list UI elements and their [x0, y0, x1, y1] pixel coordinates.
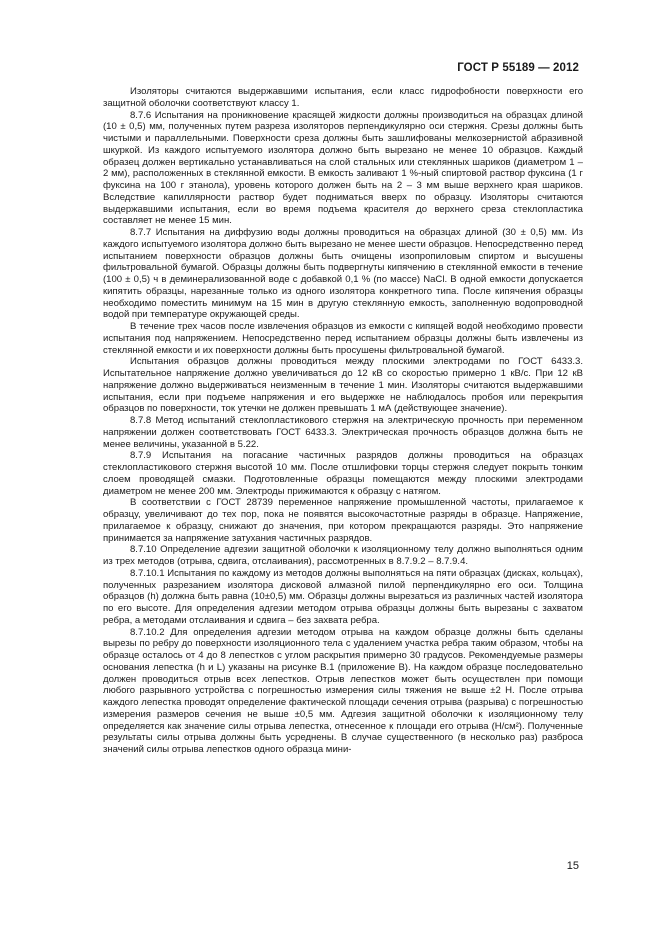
- paragraph-8-7-9: 8.7.9 Испытания на погасание частичных разрядов должны проводиться на образцах стеклопластикового стержня высотой 10 мм. После отшлифовки торцы стержня следует покрыть тонким слоем проводящей смазки. Подготовленные образцы помещаются между плоскими электродами диаметром не менее 200 мм. Электроды прижимаются к образцу с натягом.: [103, 450, 583, 497]
- paragraph-insulators-hydrophobicity: Изоляторы считаются выдержавшими испытания, если класс гидрофобности поверхности его защитной оболочки соответствуют классу 1.: [103, 86, 583, 109]
- document-body: [103, 86, 583, 756]
- paragraph-electrode-test: Испытания образцов должны проводиться между плоскими электродами по ГОСТ 6433.3. Испытательное напряжение должно увеличиваться до 12 кВ со скоростью примерно 1 кВ/с. При 12 кВ напряжение должно выдерживаться неизменным в течение 1 мин. Изоляторы считаются выдержавшими испытания, если при подъеме напряжения и его выдержке не наблюдалось пробоя или перекрытия образцов по поверхности, ток утечки не должен превышать 1 мА (действующее значение).: [103, 356, 583, 415]
- page-number: 15: [566, 860, 579, 872]
- paragraph-8-7-10: 8.7.10 Определение адгезии защитной оболочки к изоляционному телу должно выполняться одним из трех методов (отрыва, сдвига, отслаивания), рассмотренных в 8.7.9.2 – 8.7.9.4.: [103, 544, 583, 567]
- paragraph-8-7-7: 8.7.7 Испытания на диффузию воды должны проводиться на образцах длиной (30 ± 0,5) мм. Из каждого испытуемого изолятора должно быть вырезано не менее шести образцов. Непосредственно перед испытанием поверхности образцов должны быть очищены изопропиловым спиртом и высушены фильтровальной бумагой. Образцы должны быть подвергнуты кипячению в стеклянной емкости в течение (100 ± 0,5) ч в деминерализованной воде с добавкой 0,1 % (по массе) NaCl. В одной емкости допускается кипятить образцы, нарезанные только из одного изолятора конкретного типа. После кипячения образцы необходимо поместить минимум на 15 мин в другую стеклянную емкость, заполненную водопроводной водой при температуре окружающей среды.: [103, 227, 583, 321]
- paragraph-8-7-10-2: 8.7.10.2 Для определения адгезии методом отрыва на каждом образце должны быть сделаны вырезы по ребру до поверхности изоляционного тела с удалением участка ребра таким образом, чтобы на образце осталось от 4 до 8 лепестков с углом раскрытия примерно 30 градусов. Рекомендуемые размеры основания лепестка (h и L) указаны на рисунке В.1 (приложение В). На каждом образце последовательно должен проводиться отрыв всех лепестков. Отрыв лепестков может быть осуществлен при помощи любого разрывного устройства с погрешностью измерения силы тяжения не выше ±2 Н. После отрыва каждого лепестка проводят определение фактической площади сечения отрыва (разрыва) с погрешностью измерения размеров сечения не выше ±0,5 мм. Адгезия защитной оболочки к изоляционному телу определяется как значение силы отрыва лепестка, отнесенное к площади его отрыва (Н/см²). Полученные результаты силы отрыва должны быть усреднены. В случае существенного (в несколько раз) разброса значений силы отрыва лепестков одного образца мини-: [103, 626, 583, 755]
- paragraph-8-7-6: 8.7.6 Испытания на проникновение красящей жидкости должны производиться на образцах длиной (10 ± 0,5) мм, полученных путем разреза изоляторов перпендикулярно оси стержня. Срезы должны быть чистыми и параллельными. Поверхности среза должны быть зашлифованы мелкозернистой абразивной шкуркой. Из каждого испытуемого изолятора должно быть вырезано не менее 10 образцов. Каждый образец должен вертикально устанавливаться на слой стальных или стеклянных шариков (диаметром 1 – 2 мм), расположенных в стеклянной емкости. В емкость заливают 1 %-ный спиртовой раствор фуксина (1 г фуксина на 100 г этанола), уровень которого должен быть на 2 – 3 мм выше верхнего края шариков. Вследствие капиллярности раствор будет подниматься вверх по образцу. Изоляторы считаются выдержавшими испытания, если во время подъема красителя до верхнего среза стеклопластика составляет не менее 15 мин.: [103, 109, 583, 227]
- paragraph-voltage-test-timing: В течение трех часов после извлечения образцов из емкости с кипящей водой необходимо провести испытания под напряжением. Непосредственно перед испытанием образцы должны быть извлечены из стеклянной емкости и их поверхности должны быть просушены фильтровальной бумагой.: [103, 321, 583, 356]
- paragraph-8-7-10-1: 8.7.10.1 Испытания по каждому из методов должны выполняться на пяти образцах (дисках, кольцах), полученных разрезанием изолятора дисковой алмазной пилой перпендикулярно его оси. Толщина образцов (h) должна быть равна (10±0,5) мм. Образцы должны вырезаться из различных частей изолятора по его высоте. Для определения адгезии методом отрыва образцы должны быть вырезаны с захватом ребра, а методами отслаивания и сдвига – без захвата ребра.: [103, 567, 583, 626]
- paragraph-gost-28739: В соответствии с ГОСТ 28739 переменное напряжение промышленной частоты, прилагаемое к образцу, увеличивают до тех пор, пока не появятся высокочастотные разряды в образце. Напряжение, прилагаемое к образцу, снижают до значения, при котором прекращаются разряды. Это напряжение принимается за напряжение затухания частичных разрядов.: [103, 497, 583, 544]
- document-code-header: ГОСТ Р 55189 — 2012: [457, 62, 579, 74]
- paragraph-8-7-8: 8.7.8 Метод испытаний стеклопластикового стержня на электрическую прочность при переменном напряжении должен соответствовать ГОСТ 6433.3. Электрическая прочность образцов должна быть не менее величины, указанной в 5.22.: [103, 415, 583, 450]
